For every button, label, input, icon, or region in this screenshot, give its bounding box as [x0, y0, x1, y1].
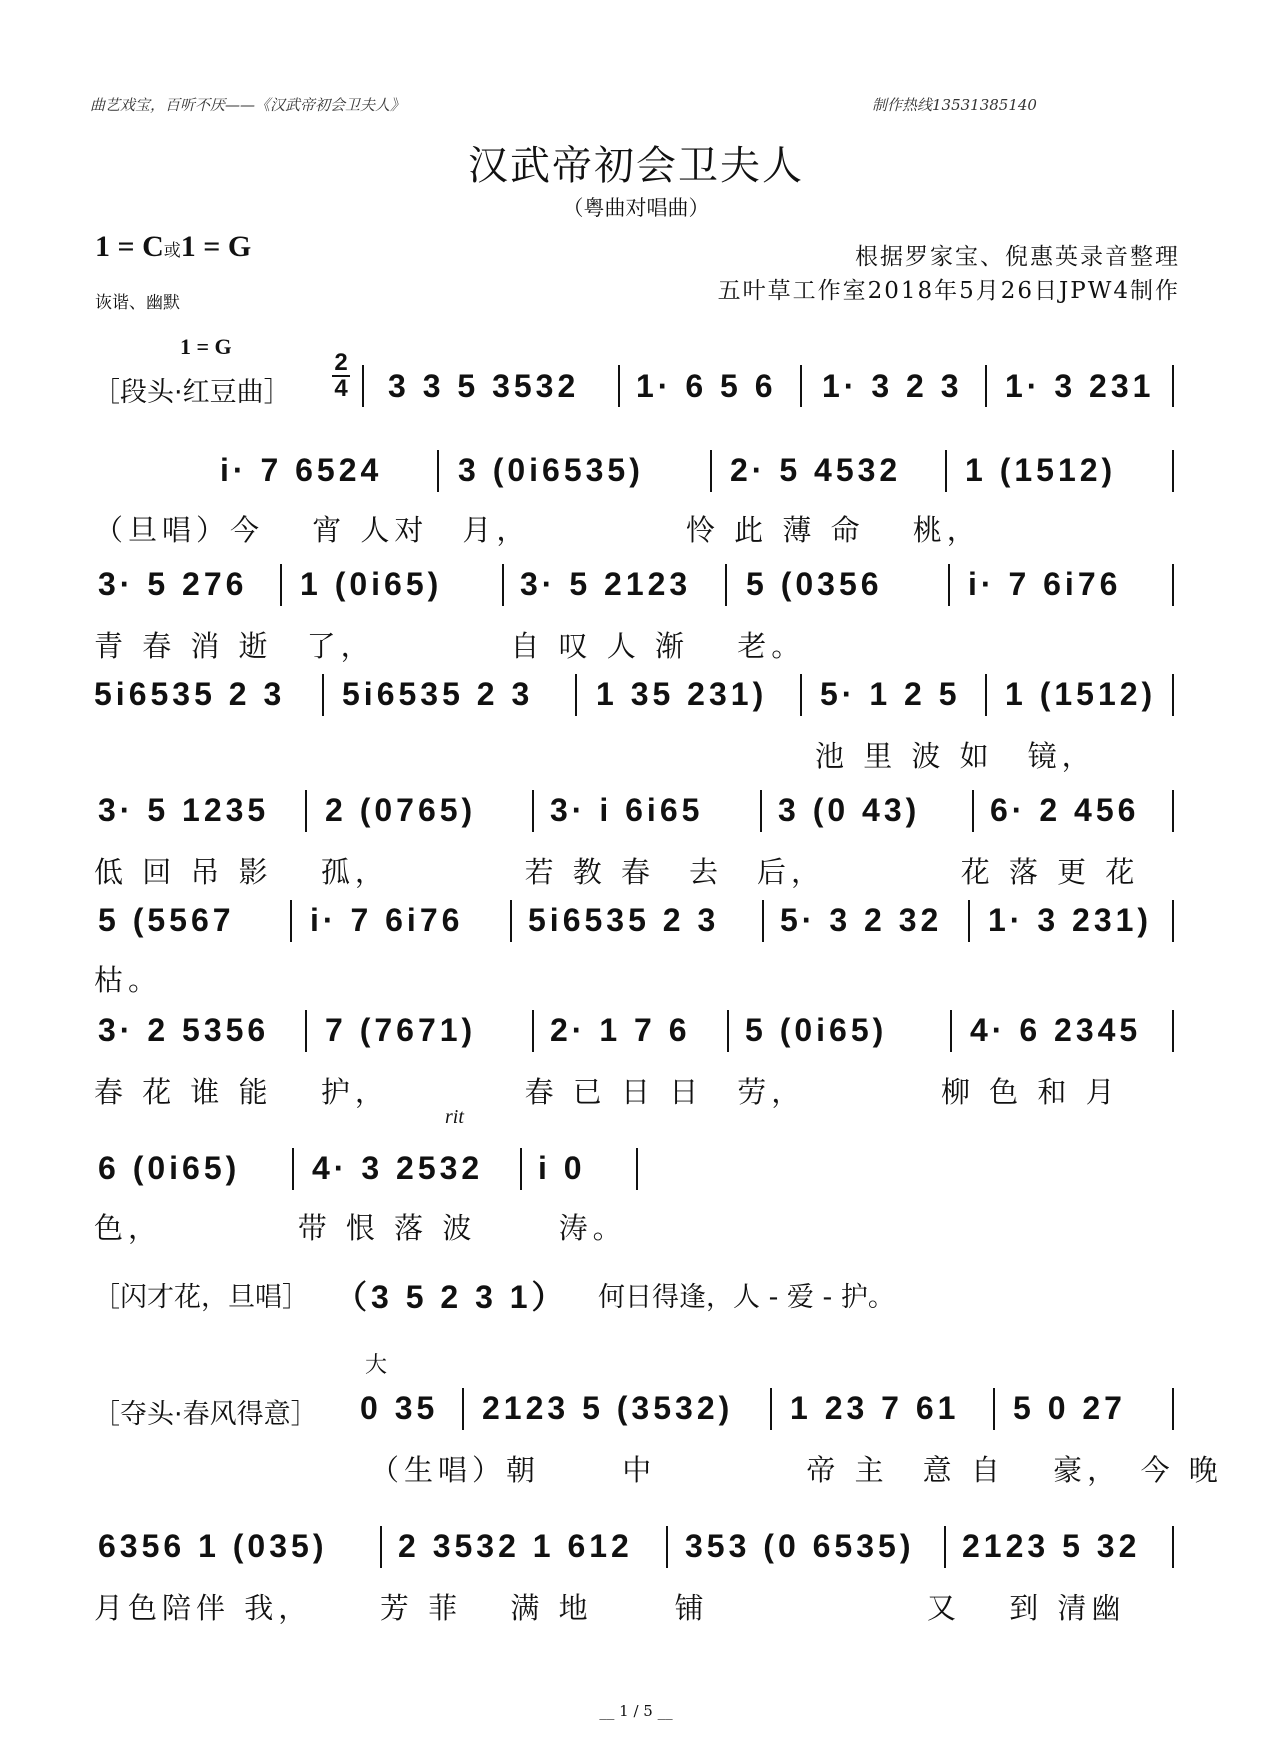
- score-measure: 1· 3 2 3: [822, 368, 963, 404]
- score-measure: 3· i 6i65: [550, 792, 704, 828]
- lyrics-line: （旦唱）今 宵 人对 月， 怜 此 薄 命 桃，: [94, 513, 981, 547]
- lyrics-line: 春 花 谁 能 护， 春 已 日 日 劳， 柳 色 和 月: [94, 1075, 1120, 1109]
- score-measure: 5i6535 2 3: [342, 676, 534, 712]
- score-measure: 5 (5567: [98, 902, 235, 938]
- score-measure: 2· 1 7 6: [550, 1012, 691, 1048]
- score-measure: 1 (0i65): [300, 566, 443, 602]
- score-measure: 1· 3 231: [1005, 368, 1155, 404]
- score-measure: 5 0 27: [1013, 1390, 1126, 1426]
- time-signature-top: 2: [334, 349, 348, 376]
- score-measure: i· 7 6i76: [310, 902, 464, 938]
- score-measure: 4· 6 2345: [970, 1012, 1142, 1048]
- score-measure: 1· 6 5 6: [636, 368, 777, 404]
- section2-label: ［闪才花，旦唱］: [93, 1282, 309, 1313]
- score-measure: 3· 2 5356: [98, 1012, 270, 1048]
- lyrics-line: 色， 带 恨 落 波 涛。: [94, 1211, 627, 1245]
- section1-label: ［段头·红豆曲］: [93, 377, 291, 408]
- score-measure: 5· 3 2 32: [780, 902, 943, 938]
- score-measure: 5i6535 2 3: [94, 676, 286, 712]
- score-measure: 2· 5 4532: [730, 452, 902, 488]
- score-measure: 3· 5 1235: [98, 792, 270, 828]
- page-number: __ 1 / 5 __: [599, 1702, 673, 1720]
- style-note: 诙谐、幽默: [95, 293, 180, 313]
- page-subtitle: （粤曲对唱曲）: [562, 196, 710, 220]
- score-measure: 4· 3 2532: [312, 1150, 484, 1186]
- score-measure: 3 3 5 3532: [388, 368, 580, 404]
- score-measure: 1 (1512): [1005, 676, 1157, 712]
- credit-line-2: 五叶草工作室2018年5月26日JPW4制作: [717, 278, 1180, 304]
- section1-key: 1 = G: [180, 334, 232, 359]
- lyrics-line: 池 里 波 如 镜，: [815, 739, 1096, 773]
- score-measure: 3· 5 2123: [520, 566, 692, 602]
- lyrics-line: 低 回 吊 影 孤， 若 教 春 去 后， 花 落 更 花: [94, 855, 1140, 889]
- time-signature: [332, 349, 350, 402]
- key-or: 或: [163, 241, 181, 260]
- credit-line-1: 根据罗家宝、倪惠英录音整理: [855, 244, 1180, 270]
- score-measure: 1· 3 231): [988, 902, 1153, 938]
- score-measure: 353 (0 6535): [685, 1528, 915, 1564]
- score-measure: 5· 1 2 5: [820, 676, 961, 712]
- score-measure: 3 (0 43): [778, 792, 921, 828]
- score-measure: 2123 5 32: [962, 1528, 1141, 1564]
- score-measure: 3· 5 276: [98, 566, 248, 602]
- header-left: 曲艺戏宝，百听不厌——《汉武帝初会卫夫人》: [90, 96, 406, 114]
- section3-label: ［夺头·春风得意］: [93, 1399, 318, 1430]
- key-b: 1 = G: [180, 230, 252, 263]
- score-measure: 5 (0i65): [745, 1012, 888, 1048]
- score-measure: 2 3532 1 612: [398, 1528, 633, 1564]
- lyrics-line: （生唱）朝 中 帝 主 意 自 豪， 今 晚: [370, 1453, 1223, 1487]
- score-measure: 0 35: [360, 1390, 439, 1426]
- score-measure: i· 7 6i76: [968, 566, 1122, 602]
- score-measure: i· 7 6524: [220, 452, 383, 488]
- score-measure: 2 (0765): [325, 792, 477, 828]
- lyrics-line: 枯。: [94, 963, 163, 997]
- score-measure: 5i6535 2 3: [528, 902, 720, 938]
- score-measure: 5 (0356: [746, 566, 883, 602]
- score-measure: 1 23 7 61: [790, 1390, 960, 1426]
- time-signature-bottom: 4: [334, 375, 348, 402]
- score-measure: 3 (0i6535): [458, 452, 644, 488]
- key-a: 1 = C: [95, 230, 164, 263]
- score-measure: 1 (1512): [965, 452, 1117, 488]
- score-measure: 6356 1 (035): [98, 1528, 328, 1564]
- score-measure: 6 (0i65): [98, 1150, 241, 1186]
- lyrics-line: 月色陪伴 我， 芳 菲 满 地 铺 又 到 清幽: [94, 1591, 1126, 1625]
- key-signature: [95, 230, 251, 264]
- score-measure: i 0: [538, 1150, 586, 1186]
- score-measure: 7 (7671): [325, 1012, 477, 1048]
- header-right: 制作热线13531385140: [872, 96, 1037, 114]
- score-measure: 6· 2 456: [990, 792, 1140, 828]
- ritardando-mark: rit: [445, 1106, 464, 1128]
- score-measure: 2123 5 (3532): [482, 1390, 734, 1426]
- page-title: 汉武帝初会卫夫人: [468, 143, 804, 189]
- score-measure: 1 35 231): [596, 676, 768, 712]
- lyrics-line: 青 春 消 逝 了， 自 叹 人 渐 老。: [94, 629, 806, 663]
- section2-notes: （3 5 2 3 1）: [335, 1279, 568, 1315]
- section2-text: 何日得逢，人 - 爱 - 护。: [598, 1282, 895, 1313]
- section3-mark: 大: [365, 1353, 388, 1378]
